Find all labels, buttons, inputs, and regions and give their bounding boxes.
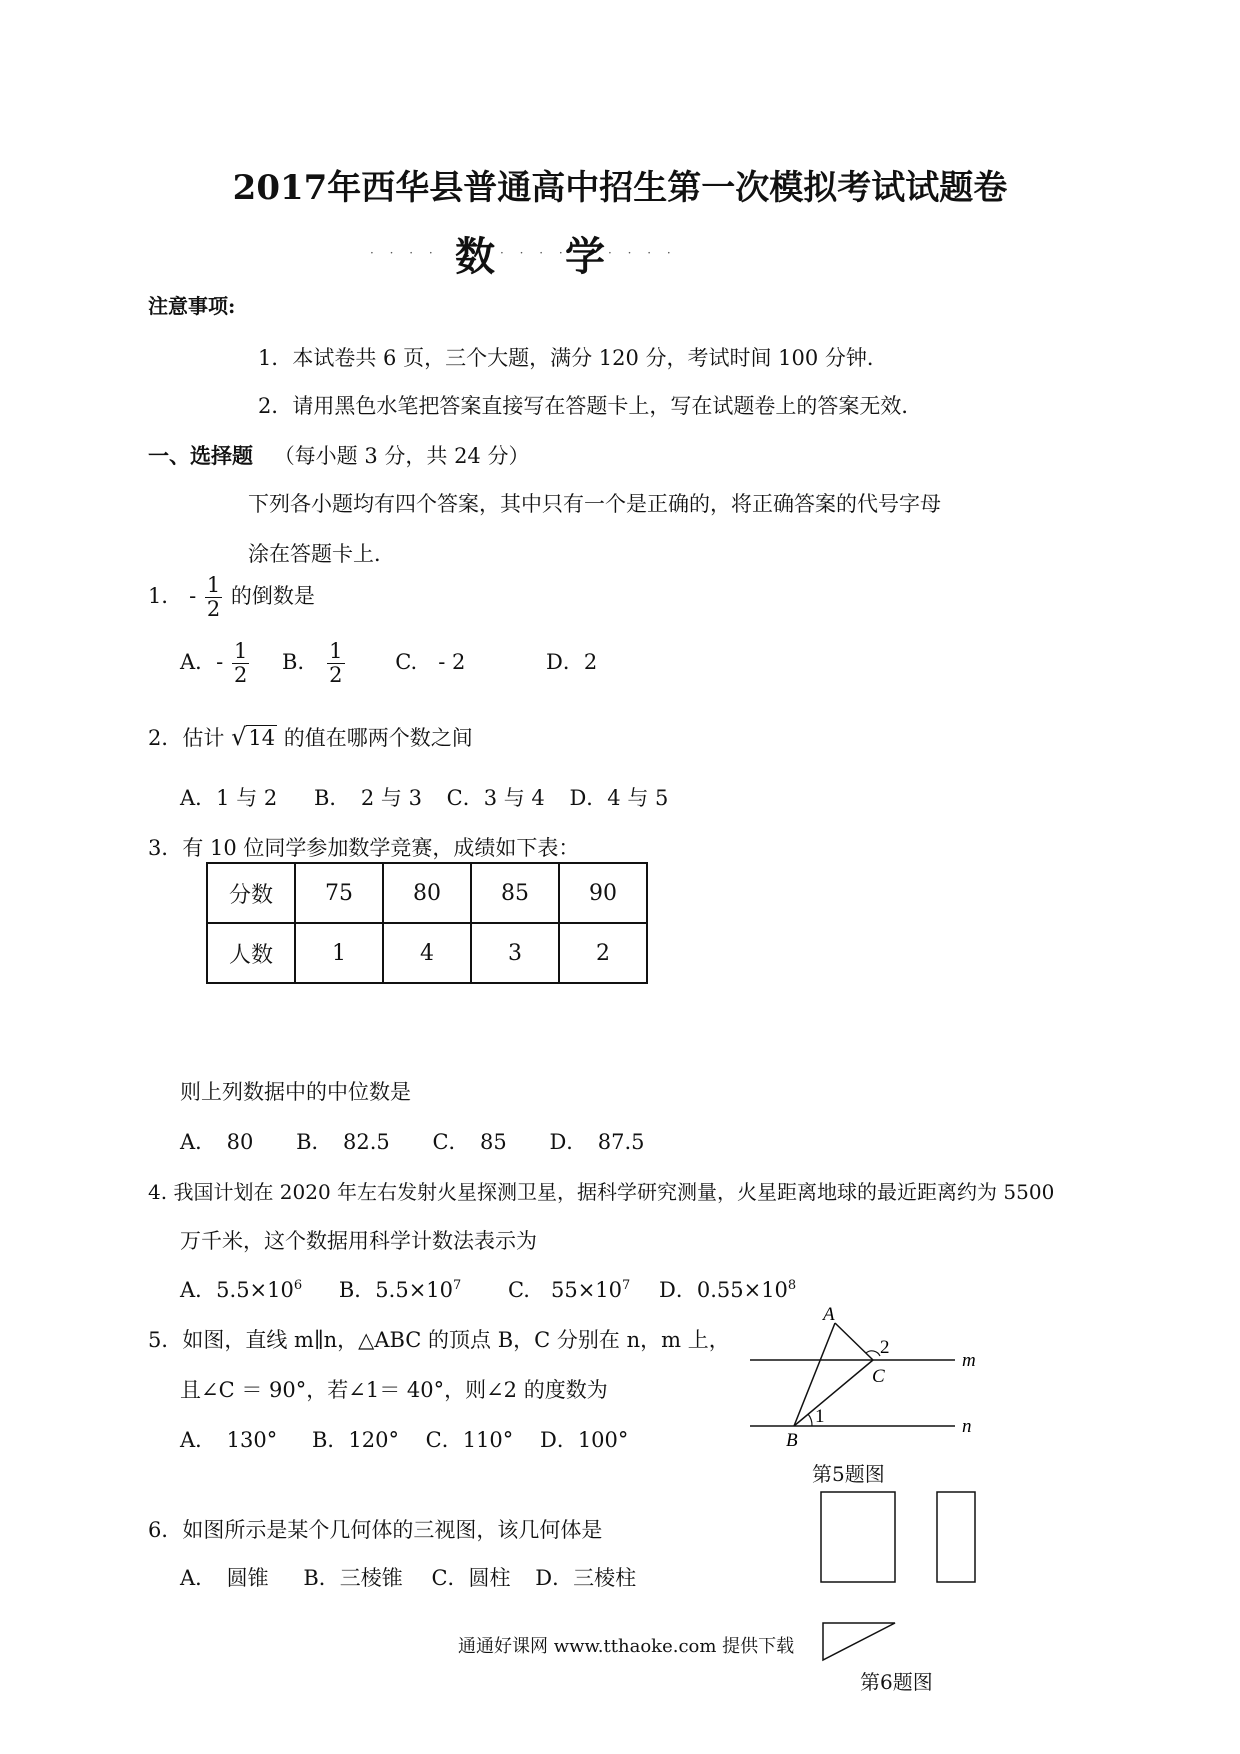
question-6-stem: 6．如图所示是某个几何体的三视图，该几何体是 xyxy=(148,1518,603,1542)
option-d: D． 87.5 xyxy=(549,1130,645,1154)
question-5-line2: 且∠C ＝ 90°，若∠1＝ 40°，则∠2 的度数为 xyxy=(180,1378,608,1402)
table-cell: 1 xyxy=(295,923,383,983)
option-c: C．圆柱 xyxy=(431,1566,511,1590)
notice-heading: 注意事项: xyxy=(148,294,236,318)
table-cell: 85 xyxy=(471,863,559,923)
label-1: 1 xyxy=(815,1406,825,1427)
question-2-stem: 2．估计 √14 的值在哪两个数之间 xyxy=(148,723,473,751)
section-instructions: 涂在答题卡上． xyxy=(248,542,395,566)
question-5-figure xyxy=(740,1300,1000,1460)
label-m: m xyxy=(962,1350,976,1371)
table-cell: 75 xyxy=(295,863,383,923)
label-a: A xyxy=(823,1304,835,1325)
figure-6-caption: 第6题图 xyxy=(860,1670,933,1694)
table-cell: 3 xyxy=(471,923,559,983)
stem-text: 的倒数是 xyxy=(230,584,315,609)
option-b: B． 2 与 3 xyxy=(313,786,422,810)
top-view xyxy=(823,1623,895,1660)
subject-char-1: 数 xyxy=(455,233,495,280)
numerator: 1 xyxy=(206,573,221,597)
dotted-underline: · · · · xyxy=(500,246,569,260)
table-row xyxy=(207,923,647,983)
side-bc xyxy=(794,1360,873,1426)
option-b: B．120° xyxy=(311,1428,399,1452)
fraction: $\frac{1}{2}$ xyxy=(233,639,248,688)
table-cell: 2 xyxy=(559,923,647,983)
question-5-options xyxy=(180,1424,628,1454)
option-a: A．- $\frac{1}{2}$ xyxy=(180,639,248,688)
front-view xyxy=(821,1492,895,1582)
option-c: C. - 2 xyxy=(395,650,466,675)
figure-5-caption: 第5题图 xyxy=(812,1462,885,1486)
fraction xyxy=(205,574,222,621)
label-b: B xyxy=(786,1430,798,1451)
option-b: B． $\frac{1}{2}$ xyxy=(282,639,343,688)
minus-sign: - xyxy=(189,584,197,609)
option-d: D．2 xyxy=(546,650,598,675)
option-b: B．$5.5\times 10^7$ xyxy=(338,1278,462,1302)
square-root: √14 xyxy=(231,723,276,751)
label-c: C xyxy=(872,1366,885,1387)
notice-item: 1．本试卷共 6 页，三个大题，满分 120 分，考试时间 100 分钟． xyxy=(258,346,888,370)
question-4-line2: 万千米，这个数据用科学计数法表示为 xyxy=(180,1229,537,1253)
option-c: C．3 与 4 xyxy=(446,786,545,810)
question-4-line1: 4. 我国计划在 2020 年左右发射火星探测卫星，据科学研究测量，火星距离地球的最近距离约为 5500 xyxy=(148,1180,1055,1204)
option-d: D．4 与 5 xyxy=(569,786,669,810)
option-a: A．1 与 2 xyxy=(180,786,278,810)
denominator: 2 xyxy=(206,597,221,622)
label-2: 2 xyxy=(880,1337,890,1358)
option-d: D．100° xyxy=(539,1428,629,1452)
question-4-options xyxy=(180,1274,796,1304)
table-row xyxy=(207,863,647,923)
question-6-figure xyxy=(815,1488,995,1678)
section-note: （每小题 3 分，共 24 分） xyxy=(273,444,530,468)
question-2-options xyxy=(180,782,668,812)
option-d: D．三棱柱 xyxy=(535,1566,637,1590)
side-ac xyxy=(835,1323,873,1360)
option-b: B．三棱锥 xyxy=(303,1566,403,1590)
angle-1-arc xyxy=(808,1414,812,1426)
section-instructions: 下列各小题均有四个答案，其中只有一个是正确的，将正确答案的代号字母 xyxy=(248,492,941,516)
table-cell: 分数 xyxy=(207,863,295,923)
question-6-options xyxy=(180,1562,636,1592)
table-cell: 80 xyxy=(383,863,471,923)
option-d: D．$0.55\times 10^8$ xyxy=(659,1278,797,1302)
label-n: n xyxy=(962,1416,972,1437)
option-c: C. $55\times 10^7$ xyxy=(507,1278,631,1302)
section-title: 一、选择题 xyxy=(148,443,253,468)
question-number: 1． xyxy=(148,584,183,609)
option-a: A． 圆锥 xyxy=(180,1566,269,1590)
notice-item: 2．请用黑色水笔把答案直接写在答题卡上，写在试题卷上的答案无效． xyxy=(258,394,923,418)
table-cell: 人数 xyxy=(207,923,295,983)
dotted-underline: · · · · xyxy=(608,246,677,260)
option-a: A．$5.5\times 10^6$ xyxy=(180,1278,303,1302)
exam-title: 2017年西华县普通高中招生第一次模拟考试试题卷 xyxy=(232,168,1008,208)
question-3-stem: 3．有 10 位同学参加数学竞赛，成绩如下表： xyxy=(148,836,580,860)
option-b: B． 82.5 xyxy=(296,1130,390,1154)
question-1-options xyxy=(180,640,597,687)
question-3-options xyxy=(180,1126,645,1156)
subject-char-2: 学 xyxy=(565,233,605,280)
question-3-substem: 则上列数据中的中位数是 xyxy=(180,1080,411,1104)
question-5-line1: 5．如图，直线 m∥n，△ABC 的顶点 B，C 分别在 n，m 上， xyxy=(148,1328,730,1352)
table-cell: 90 xyxy=(559,863,647,923)
question-1-stem xyxy=(148,574,315,621)
footer-credit: 通通好课网 www.tthaoke.com 提供下载 xyxy=(458,1636,795,1657)
table-cell: 4 xyxy=(383,923,471,983)
side-view xyxy=(937,1492,975,1582)
fraction: $\frac{1}{2}$ xyxy=(329,639,343,688)
option-c: C． 85 xyxy=(432,1130,507,1154)
option-c: C．110° xyxy=(425,1428,514,1452)
score-table xyxy=(206,862,648,984)
section-heading xyxy=(148,440,529,470)
option-a: A． 130° xyxy=(180,1428,278,1452)
dotted-underline: · · · · xyxy=(370,246,439,260)
option-a: A． 80 xyxy=(180,1130,254,1154)
